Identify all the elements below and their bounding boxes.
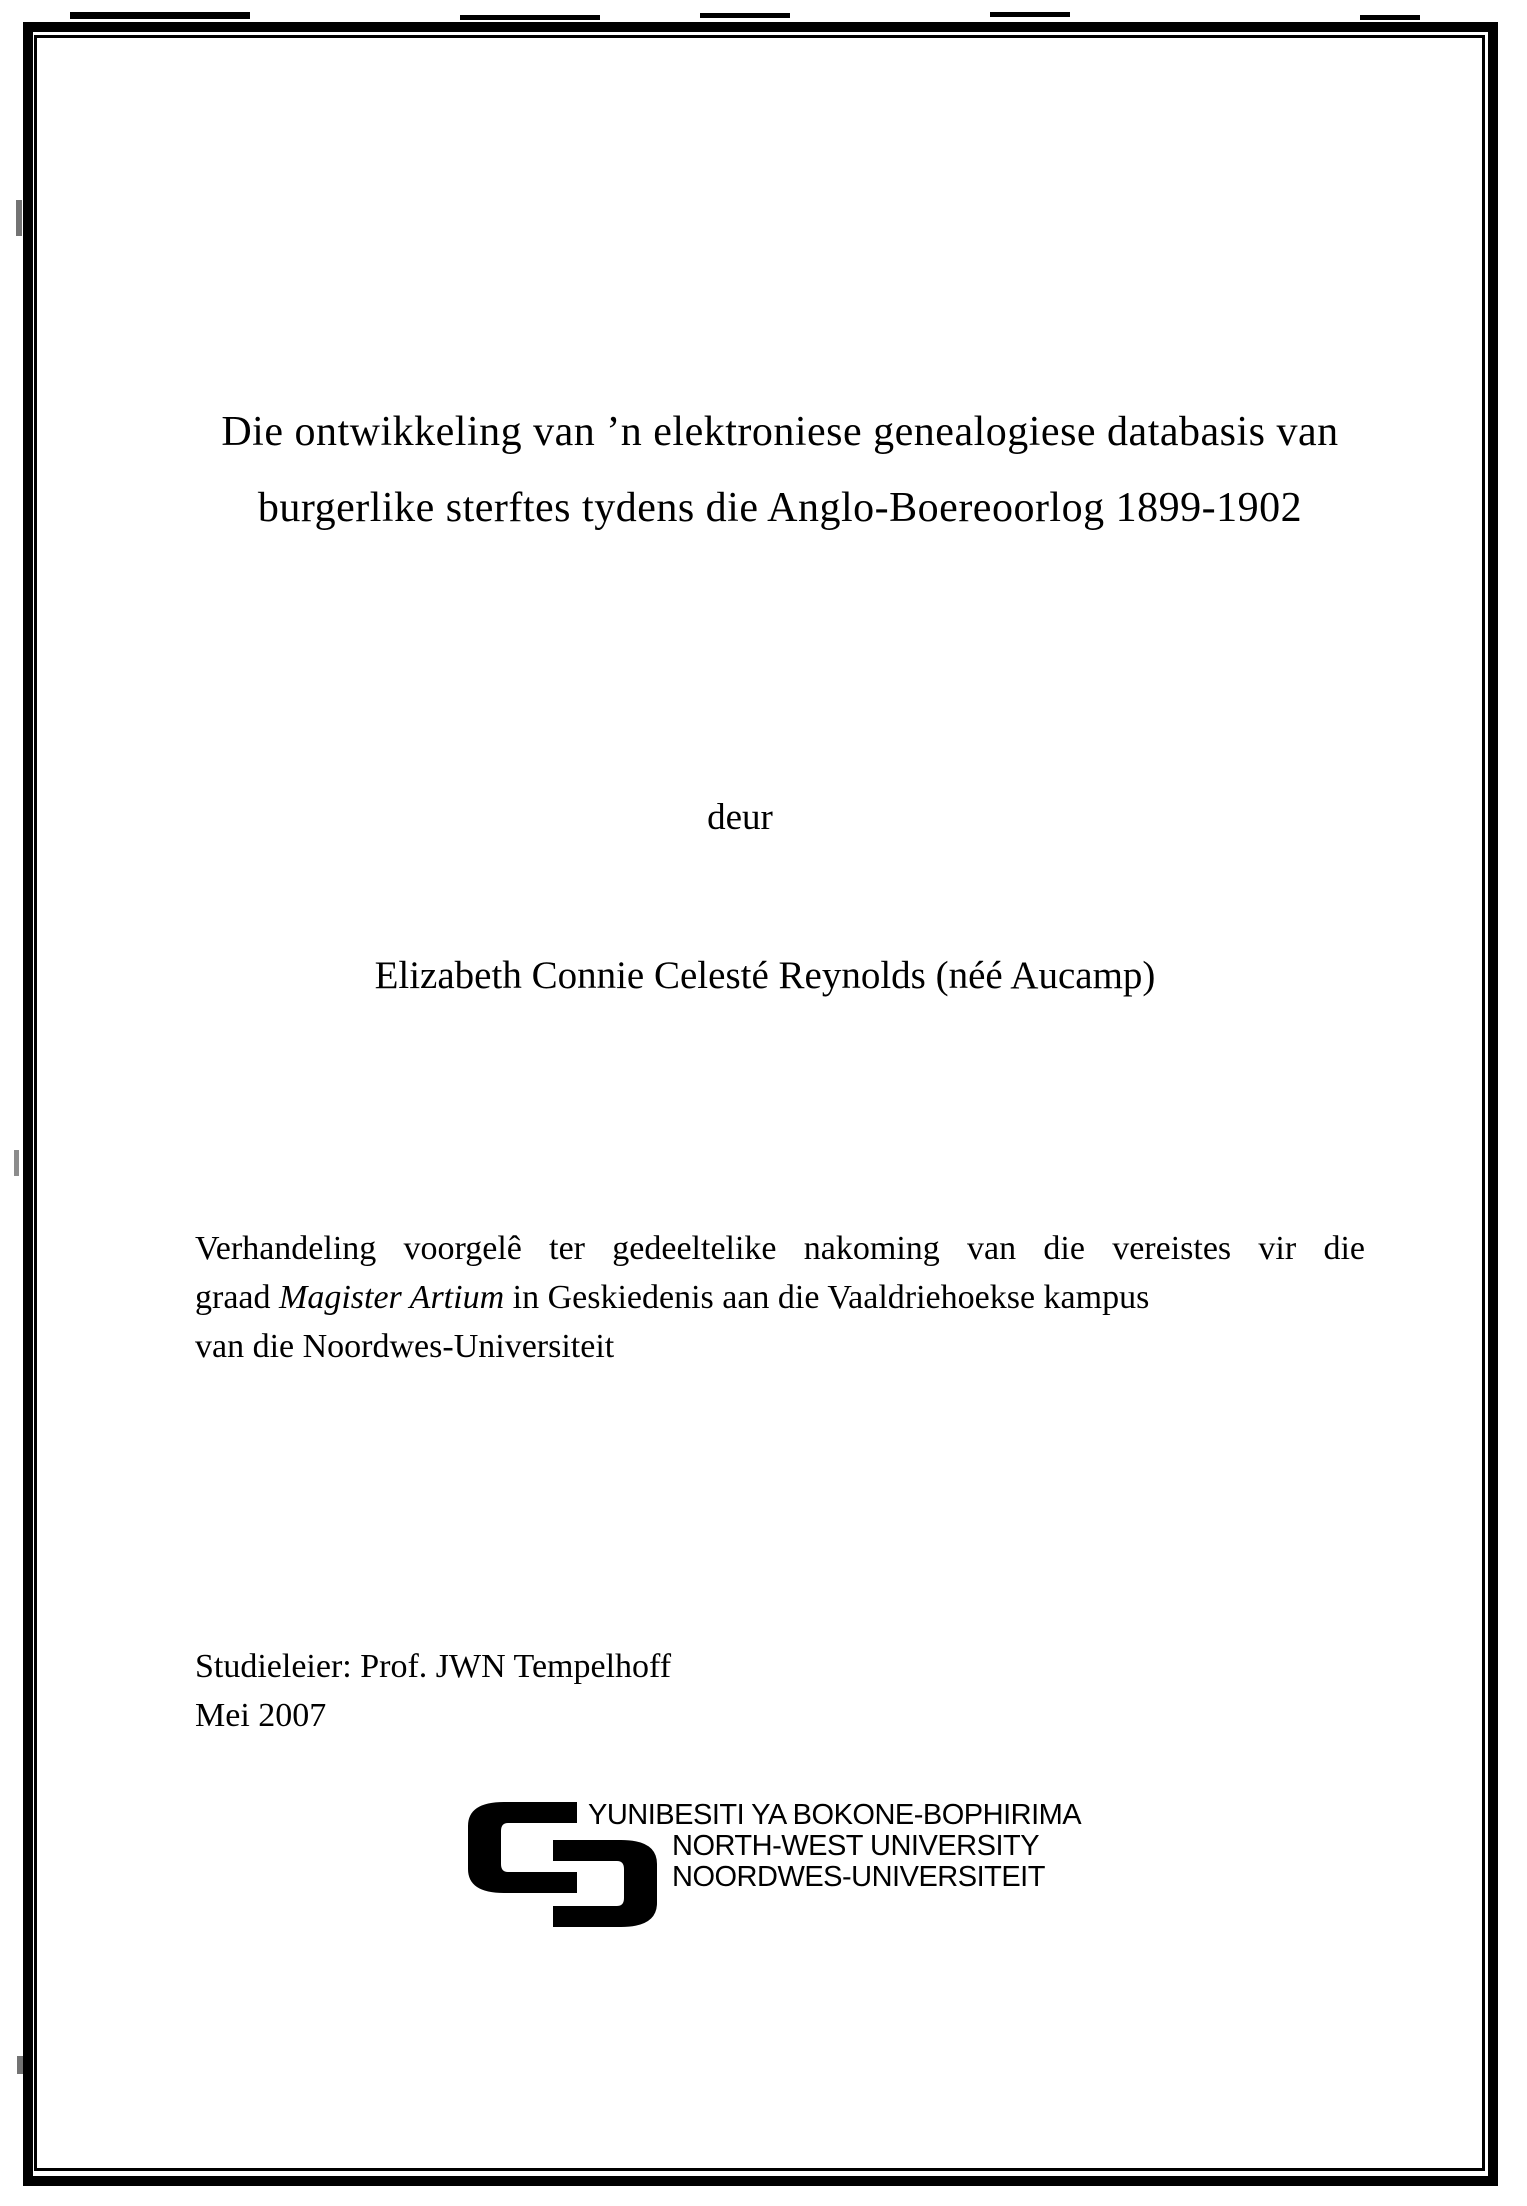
thesis-statement-line3: van die Noordwes-Universiteit [195,1328,615,1365]
statement-line2-post: in Geskiedenis aan die Vaaldriehoekse kampus [504,1279,1150,1316]
thesis-statement [195,1224,1365,1371]
supervisor-line: Studieleier: Prof. JWN Tempelhoff [195,1648,672,1685]
scan-artifact [14,1150,19,1176]
supervisor-block [195,1642,671,1740]
scan-artifact [70,12,250,19]
thesis-statement-line2 [195,1273,1365,1322]
scan-artifact [700,13,790,18]
byline-label: deur [707,797,773,838]
university-logo-text [588,1800,1081,1893]
thesis-statement-line1: Verhandeling voorgelê ter gedeeltelike nakoming van die vereistes vir die [195,1230,1365,1267]
logo-text-english: NORTH-WEST UNIVERSITY [672,1830,1040,1862]
scan-artifact [990,12,1070,17]
author-name: Elizabeth Connie Celesté Reynolds (néé Aucamp) [374,954,1156,997]
scan-artifact [16,200,22,236]
logo-text-setswana: YUNIBESITI YA BOKONE-BOPHIRIMA [588,1799,1082,1831]
logo-text-afrikaans: NOORDWES-UNIVERSITEIT [672,1861,1045,1893]
statement-line2-pre: graad [195,1279,280,1316]
date-line: Mei 2007 [195,1697,327,1734]
thesis-title-line2: burgerlike sterftes tydens die Anglo-Boereoorlog 1899-1902 [257,485,1303,531]
thesis-title-line1: Die ontwikkeling van ’n elektroniese genealogiese databasis van [221,409,1339,455]
degree-name-italic: Magister Artium [279,1279,505,1316]
scan-artifact [1360,15,1420,20]
thesis-title [190,394,1370,546]
scan-artifact [460,15,600,20]
